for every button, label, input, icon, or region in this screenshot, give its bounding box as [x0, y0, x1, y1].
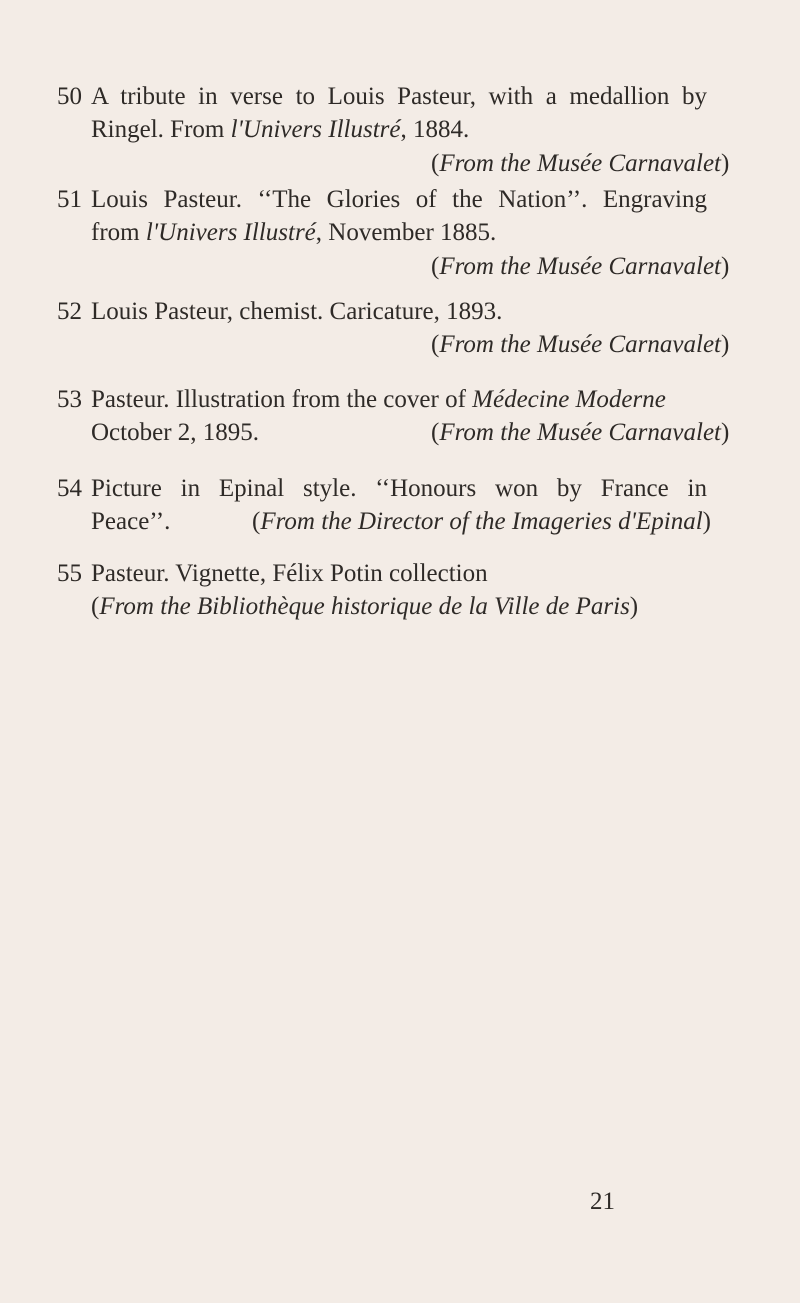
caption-line: A tribute in verse to Louis Pasteur, with a medallion by: [91, 83, 707, 110]
caption-line: Louis Pasteur. ‘‘The Glories of the Nation’’. Engraving: [91, 186, 707, 213]
source-name: From the Musée Carnavalet: [439, 419, 721, 446]
caption-line: Pasteur. Vignette, Félix Potin collection: [91, 560, 488, 587]
caption-text: from: [91, 219, 146, 246]
publication-title: l'Univers Illustré: [145, 219, 316, 246]
caption-number: 54: [57, 475, 82, 502]
source-credit: (From the Musée Carnavalet): [431, 419, 730, 446]
caption-line: Picture in Epinal style. ‘‘Honours won by France in: [91, 475, 707, 502]
caption-number: 51: [57, 186, 82, 213]
caption-line: [91, 216, 496, 249]
source-name: From the Musée Carnavalet: [439, 253, 721, 280]
page-number: 21: [590, 1188, 615, 1215]
source-name: From the Director of the Imageries d'Epinal: [260, 508, 703, 535]
caption-text: , November 1885.: [315, 219, 497, 246]
source-name: From the Musée Carnavalet: [439, 150, 721, 177]
caption-number: 53: [57, 386, 82, 413]
publication-title: Médecine Moderne: [472, 386, 666, 413]
caption-text: , 1884.: [400, 116, 470, 143]
caption-line: Louis Pasteur, chemist. Caricature, 1893.: [91, 298, 503, 325]
source-name: From the Musée Carnavalet: [439, 331, 721, 358]
publication-title: l'Univers Illustré: [230, 116, 401, 143]
caption-number: 52: [57, 298, 82, 325]
source-credit: (From the Bibliothèque historique de la Ville de Paris): [91, 593, 639, 620]
source-name: From the Bibliothèque historique de la Ville de Paris: [99, 593, 630, 620]
caption-line: October 2, 1895.: [91, 419, 260, 446]
caption-number: 55: [57, 560, 82, 587]
caption-line: Peace’’.: [91, 508, 171, 535]
caption-text: Pasteur. Illustration from the cover of: [91, 386, 473, 413]
source-credit: (From the Musée Carnavalet): [431, 331, 730, 358]
source-credit: (From the Musée Carnavalet): [431, 150, 730, 177]
caption-text: Ringel. From: [91, 116, 231, 143]
source-credit: (From the Musée Carnavalet): [431, 253, 730, 280]
caption-line: [91, 383, 666, 416]
caption-line: [91, 113, 469, 146]
source-credit: (From the Director of the Imageries d'Epinal): [252, 508, 711, 535]
caption-number: 50: [57, 83, 82, 110]
